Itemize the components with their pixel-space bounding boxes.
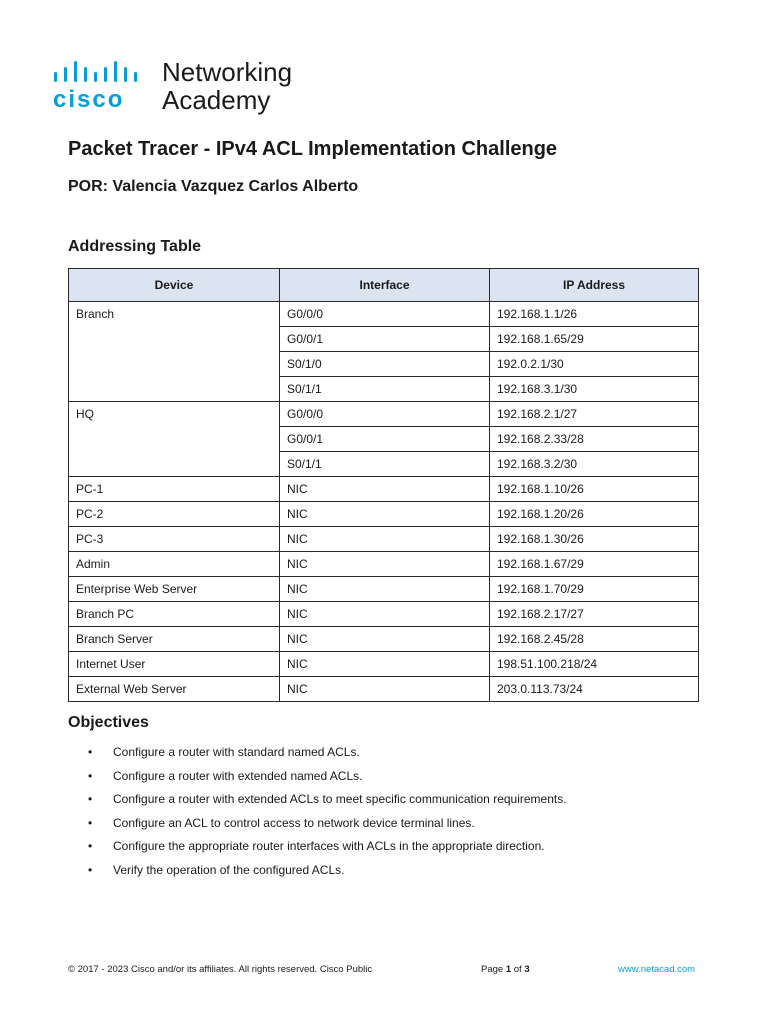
device-cell: Branch PC [69, 602, 280, 627]
ip-cell: 192.168.1.67/29 [490, 552, 699, 577]
column-header-device: Device [69, 269, 280, 302]
interface-cell: NIC [280, 577, 490, 602]
ip-cell: 192.168.1.20/26 [490, 502, 699, 527]
bullet-icon: • [88, 768, 93, 783]
device-cell: PC-1 [69, 477, 280, 502]
page-total: 3 [524, 964, 530, 975]
bullet-icon: • [88, 839, 93, 854]
ip-cell: 192.168.2.1/27 [490, 402, 699, 427]
ip-cell: 192.168.1.1/26 [490, 302, 699, 327]
page-prefix: Page [481, 964, 506, 975]
footer-page-number [481, 964, 530, 975]
interface-cell: S0/1/1 [280, 452, 490, 477]
device-cell: Internet User [69, 652, 280, 677]
interface-cell: NIC [280, 527, 490, 552]
table-row [69, 477, 699, 502]
page-current: 1 [505, 964, 512, 975]
list-item [68, 815, 567, 839]
footer-netacad-link[interactable]: www.netacad.com [618, 964, 696, 975]
ip-cell: 192.168.2.17/27 [490, 602, 699, 627]
interface-cell: NIC [280, 502, 490, 527]
device-cell: External Web Server [69, 677, 280, 702]
bullet-icon: • [88, 745, 93, 759]
table-row [69, 677, 699, 702]
cisco-wordmark: cisco [53, 86, 125, 113]
device-cell: Enterprise Web Server [69, 577, 280, 602]
interface-cell: G0/0/0 [280, 402, 490, 427]
device-cell: Branch Server [69, 627, 280, 652]
footer-copyright: © 2017 - 2023 Cisco and/or its affiliates. All rights reserved. Cisco Public [68, 964, 373, 975]
list-item [68, 838, 567, 862]
objectives-list [68, 744, 567, 886]
list-item [68, 768, 567, 792]
device-cell: PC-2 [69, 502, 280, 527]
interface-cell: S0/1/1 [280, 377, 490, 402]
list-item [68, 791, 567, 815]
objective-text: Configure the appropriate router interfaces with ACLs in the appropriate direction. [113, 839, 545, 854]
bullet-icon: • [88, 792, 93, 807]
ip-cell: 192.168.3.1/30 [490, 377, 699, 402]
page-of: of [511, 964, 525, 975]
table-header-row [69, 269, 699, 302]
ip-cell: 192.168.3.2/30 [490, 452, 699, 477]
addressing-table [68, 268, 699, 702]
bullet-icon: • [88, 815, 93, 830]
ip-cell: 192.168.1.10/26 [490, 477, 699, 502]
objective-text: Configure a router with extended ACLs to meet specific communication requirements. [113, 792, 567, 807]
page-title: Packet Tracer - IPv4 ACL Implementation Challenge [68, 138, 558, 160]
ip-cell: 192.168.1.70/29 [490, 577, 699, 602]
ip-cell: 192.168.1.30/26 [490, 527, 699, 552]
interface-cell: G0/0/1 [280, 427, 490, 452]
interface-cell: NIC [280, 477, 490, 502]
interface-cell: NIC [280, 627, 490, 652]
cisco-networking-academy-logo [53, 56, 313, 118]
ip-cell: 198.51.100.218/24 [490, 652, 699, 677]
interface-cell: NIC [280, 677, 490, 702]
device-cell: HQ [69, 402, 280, 477]
objective-text: Configure a router with extended named ACLs. [113, 768, 363, 783]
list-item [68, 744, 567, 768]
table-row [69, 602, 699, 627]
interface-cell: S0/1/0 [280, 352, 490, 377]
objectives-heading: Objectives [68, 714, 149, 731]
table-row [69, 577, 699, 602]
list-item [68, 862, 567, 886]
table-row [69, 552, 699, 577]
interface-cell: G0/0/1 [280, 327, 490, 352]
interface-cell: NIC [280, 602, 490, 627]
addressing-table-heading: Addressing Table [68, 238, 202, 255]
interface-cell: G0/0/0 [280, 302, 490, 327]
device-cell: Branch [69, 302, 280, 402]
author-line: POR: Valencia Vazquez Carlos Alberto [68, 178, 359, 195]
logo-networking-text: Networking [162, 57, 293, 87]
table-row [69, 402, 699, 427]
table-row [69, 527, 699, 552]
device-cell: PC-3 [69, 527, 280, 552]
column-header-ip-address: IP Address [490, 269, 699, 302]
ip-cell: 192.168.1.65/29 [490, 327, 699, 352]
interface-cell: NIC [280, 552, 490, 577]
column-header-interface: Interface [280, 269, 490, 302]
objective-text: Configure an ACL to control access to network device terminal lines. [113, 815, 475, 830]
objective-text: Verify the operation of the configured ACLs. [113, 862, 345, 877]
ip-cell: 203.0.113.73/24 [490, 677, 699, 702]
interface-cell: NIC [280, 652, 490, 677]
cisco-bars-icon [53, 60, 149, 88]
objective-text: Configure a router with standard named ACLs. [113, 745, 360, 759]
table-row [69, 302, 699, 327]
device-cell: Admin [69, 552, 280, 577]
ip-cell: 192.168.2.33/28 [490, 427, 699, 452]
ip-cell: 192.0.2.1/30 [490, 352, 699, 377]
logo-academy-text: Academy [162, 85, 271, 115]
ip-cell: 192.168.2.45/28 [490, 627, 699, 652]
table-row [69, 627, 699, 652]
bullet-icon: • [88, 862, 93, 877]
table-row [69, 502, 699, 527]
table-row [69, 652, 699, 677]
